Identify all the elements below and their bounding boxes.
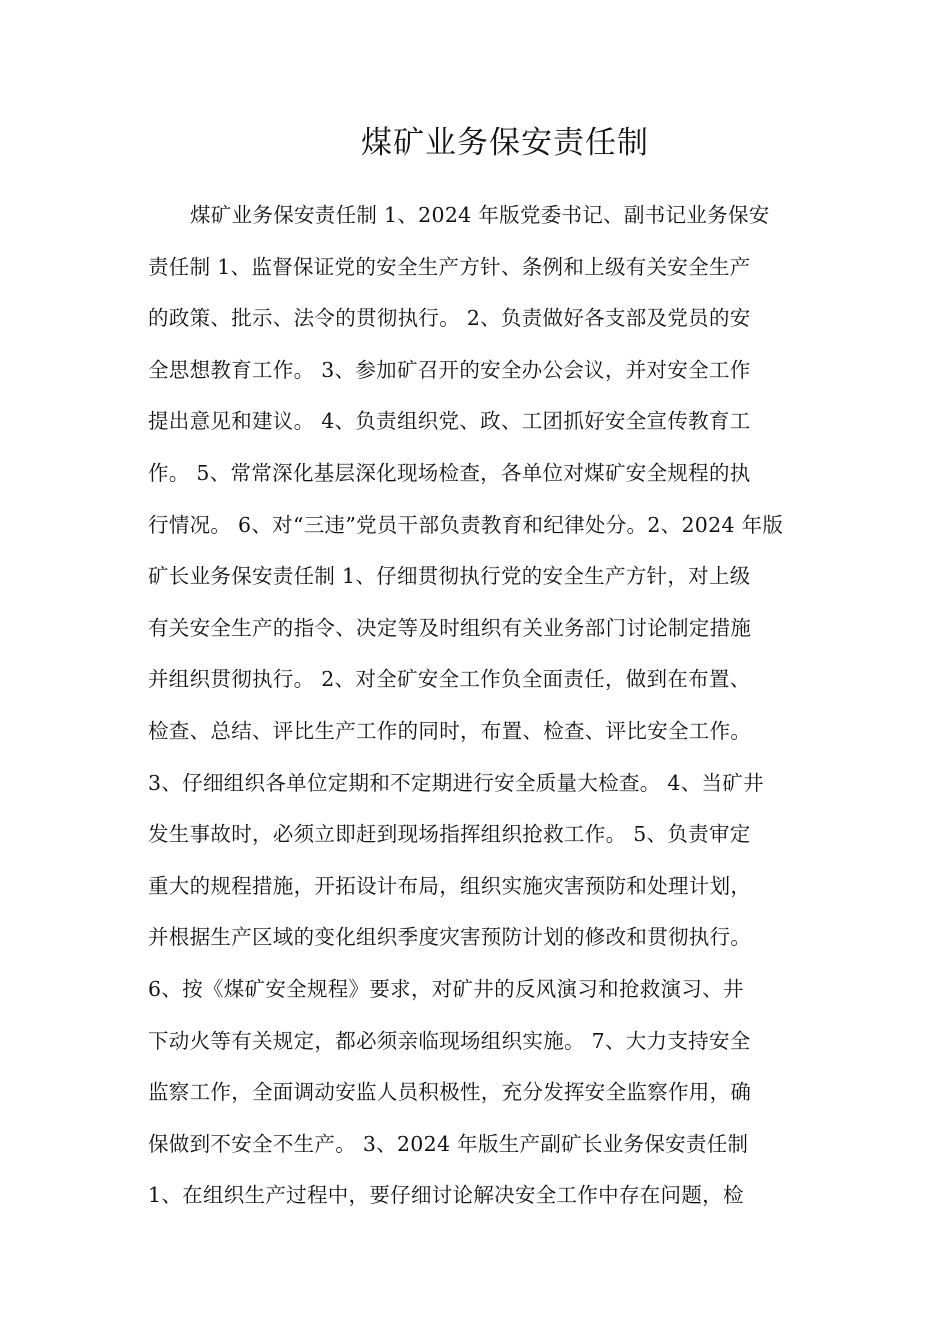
body-line: 检查、总结、评比生产工作的同时，布置、检查、评比安全工作。 xyxy=(148,718,752,743)
body-line: 作。 5、常常深化基层深化现场检查，各单位对煤矿安全规程的执 xyxy=(148,460,751,485)
body-line: 保做到不安全不生产。 3、2024 年版生产副矿长业务保安责任制 xyxy=(148,1131,749,1156)
body-line: 有关安全生产的指令、决定等及时组织有关业务部门讨论制定措施 xyxy=(148,615,752,640)
document-body xyxy=(148,190,808,1222)
body-line: 重大的规程措施，开拓设计布局，组织实施灾害预防和处理计划， xyxy=(148,873,752,898)
body-line: 矿长业务保安责任制 1、仔细贯彻执行党的安全生产方针，对上级 xyxy=(148,564,751,589)
body-line: 全思想教育工作。 3、参加矿召开的安全办公会议，并对安全工作 xyxy=(148,357,751,382)
document-title: 煤矿业务保安责任制 xyxy=(361,125,649,161)
body-line: 的政策、批示、法令的贯彻执行。 2、负责做好各支部及党员的安 xyxy=(148,306,751,331)
body-line: 3、仔细组织各单位定期和不定期进行安全质量大检查。 4、当矿井 xyxy=(148,770,764,795)
body-line: 提出意见和建议。 4、负责组织党、政、工团抓好安全宣传教育工 xyxy=(148,409,751,434)
body-line: 责任制 1、监督保证党的安全生产方针、条例和上级有关安全生产 xyxy=(148,254,751,279)
body-line: 监察工作，全面调动安监人员积极性，充分发挥安全监察作用，确 xyxy=(148,1080,752,1105)
body-line: 6、按《煤矿安全规程》要求，对矿井的反风演习和抢救演习、井 xyxy=(148,976,744,1001)
body-line: 行情况。 6、对“三违”党员干部负责教育和纪律处分。2、2024 年版 xyxy=(148,512,784,537)
body-line: 1、在组织生产过程中，要仔细讨论解决安全工作中存在问题，检 xyxy=(148,1183,744,1208)
body-line: 下动火等有关规定，都必须亲临现场组织实施。 7、大力支持安全 xyxy=(148,1028,751,1053)
body-line: 发生事故时，必须立即赶到现场指挥组织抢救工作。 5、负责审定 xyxy=(148,822,751,847)
body-line: 并组织贯彻执行。 2、对全矿安全工作负全面责任，做到在布置、 xyxy=(148,667,751,692)
body-line: 并根据生产区域的变化组织季度灾害预防计划的修改和贯彻执行。 xyxy=(148,925,752,950)
body-line: 煤矿业务保安责任制 1、2024 年版党委书记、副书记业务保安 xyxy=(190,203,770,227)
